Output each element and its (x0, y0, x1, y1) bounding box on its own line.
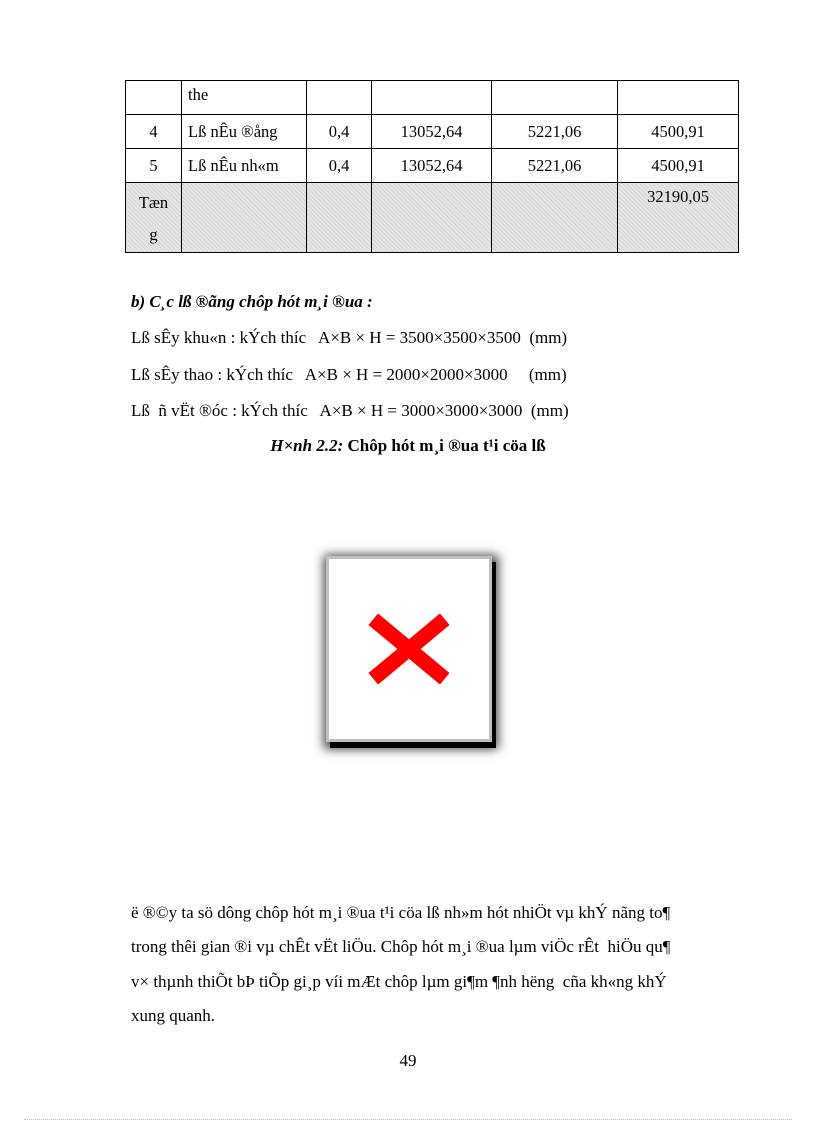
table-row (126, 149, 739, 183)
row-number-cell: 4 (126, 115, 182, 149)
empty-cell (492, 183, 618, 253)
paragraph-line: v× thµnh thiÕt bÞ tiÕp gi¸p víi mÆt chôp lµm gi¶m ¶nh hëng cña kh«ng khÝ (131, 972, 667, 991)
broken-image-icon (367, 614, 451, 684)
value-cell: 13052,64 (372, 149, 492, 183)
total-label-line: g (149, 225, 158, 244)
coefficient-cell: 0,4 (307, 115, 372, 149)
value-cell: 4500,91 (618, 115, 739, 149)
text-line: Lß sÊy khu«n : kÝch thíc A×B × H = 3500×3500×3500 (mm) (131, 328, 568, 347)
paragraph-line: ë ®©y ta sö dông chôp hót m¸i ®ua t¹i cöa lß nh»m hót nhiÖt vµ khÝ nãng to¶ (131, 903, 671, 922)
row-number-cell (126, 81, 182, 115)
total-label-cell (126, 183, 182, 253)
paragraph-line: trong thêi gian ®i vµ chÊt vËt liÖu. Chôp hót m¸i ®ua lµm viÖc rÊt hiÖu qu¶ (131, 937, 671, 956)
page-bottom-rule (24, 1119, 792, 1120)
empty-cell (182, 183, 307, 253)
table-row (126, 81, 739, 115)
table-row (126, 115, 739, 149)
broken-image-placeholder (326, 556, 492, 742)
value-cell (372, 81, 492, 115)
row-number-cell: 5 (126, 149, 182, 183)
data-table (125, 80, 739, 253)
coefficient-cell: 0,4 (307, 149, 372, 183)
paragraph-line: xung quanh. (131, 1006, 216, 1025)
page-number: 49 (399, 1051, 417, 1070)
text-line: Lß ñ vËt ®óc : kÝch thíc A×B × H = 3000×3000×3000 (mm) (131, 401, 569, 420)
figure-caption-label: H×nh 2.2: (270, 436, 344, 455)
value-cell: 5221,06 (492, 115, 618, 149)
total-label-line: Tæn (138, 193, 169, 212)
value-cell: 13052,64 (372, 115, 492, 149)
text-line: Lß sÊy thao : kÝch thíc A×B × H = 2000×2000×3000 (mm) (131, 365, 567, 384)
value-cell (618, 81, 739, 115)
value-cell (492, 81, 618, 115)
value-cell: 4500,91 (618, 149, 739, 183)
item-name-cell: Lß nÊu nh«m (182, 149, 307, 183)
empty-cell (307, 183, 372, 253)
empty-cell (372, 183, 492, 253)
figure-caption-text: Chôp hót m¸i ®ua t¹i cöa lß (343, 436, 546, 455)
section-heading: b) C¸c lß ®ãng chôp hót m¸i ®ua : (131, 292, 373, 311)
item-name-cell: Lß nÊu ®ång (182, 115, 307, 149)
coefficient-cell (307, 81, 372, 115)
figure-caption (0, 436, 816, 456)
total-row (126, 183, 739, 253)
total-value-cell: 32190,05 (618, 183, 739, 253)
item-name-cell: the (182, 81, 307, 115)
value-cell: 5221,06 (492, 149, 618, 183)
